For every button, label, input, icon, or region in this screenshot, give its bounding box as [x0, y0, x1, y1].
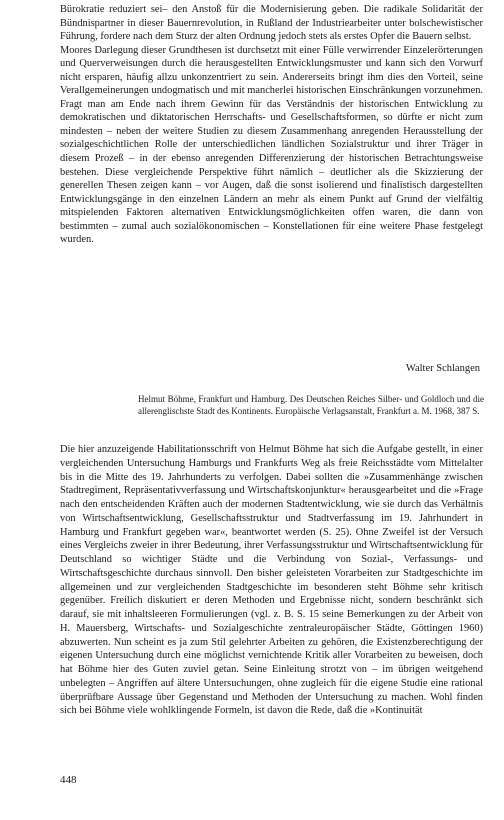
page-number: 448: [60, 774, 77, 786]
review-body: Die hier anzuzeigende Habilitationsschrift von Helmut Böhme hat sich die Aufgabe gestellt, in einer vergleichenden Untersuchung Hamburgs und Frankfurts Weg als freie Reichsstädte vom Mittelalter bis in die Mitte des 19. Jahrhunderts zu verfolgen. Dabei sollten die »Zusammenhänge zwischen Stadtregiment, Repräsentativverfassung und Wirtschaftskonjunktur« herausgearbeitet und die »Frage nach den entscheidenden Kräften auch der modernen Stadtentwicklung, wie sie durch das Verhältnis von Wirtschaftsentwicklung, Gesellschaftsstruktur und Stadtverfassung im 19. Jahrhundert in Hamburg und Frankfurt gegeben war«, beantwortet werden (S. 25). Ohne Zweifel ist der Versuch eines Vergleichs zweier in ihrer Bedeutung, ihrer Verfassungsstruktur und Wirtschaftsentwicklung für Deutschland so wichtiger Städte und die Verbindung von Sozial-, Verfassungs- und Wirtschaftsgeschichte durchaus sinnvoll. Den bisher geleisteten Vorarbeiten zur Stadtgeschichte im allgemeinen und zur vergleichenden Stadtgeschichte im besonderen steht Böhme sehr kritisch gegenüber. Freilich diskutiert er deren Methoden und Ergebnisse nicht, sondern beschränkt sich darauf, sie mit inhaltsleeren Formulierungen (vgl. z. B. S. 15 seine Bemerkungen zu der Arbeit von H. Mauersberg, Wirtschafts- und Sozialgeschichte zentraleuropäischer Städte, Göttingen 1960) abzuwerten. Nun scheint es ja zum Stil gelehrter Arbeiten zu gehören, die Existenzberechtigung der eigenen Untersuchung durch eine möglichst vernichtende Kritik aller Vorarbeiten zu beweisen, doch hat Böhme hier des Guten zuviel getan. Seine Einleitung strotzt von – im übrigen weitgehend unbelegten – Angriffen auf ältere Untersuchungen, ohne zugleich für die eigene Studie eine rational überprüfbare Aussage über Gegenstand und Methoden der Untersuchung zu machen. Wohl finden sich bei Böhme viele wohlklingende Formeln, ist davon die Rede, daß die »Kontinuität: [60, 444, 483, 717]
reviewer-signature: Walter Schlangen: [405, 363, 480, 374]
previous-review-text: [60, 3, 483, 247]
moore-paragraph: Moores Darlegung dieser Grundthesen ist durchsetzt mit einer Fülle verwirrender Einzelerörterungen und Querverweisungen durch die herausgestellten Entwicklungsmuster und kann sich den Vorwurf nicht ersparen, häufig allzu unkonzentriert zu sein. Andererseits bringt ihm dies den Vorteil, seine Verallgemeinerungen undogmatisch und mit mancherlei historischen Einschränkungen vorzunehmen. Fragt man am Ende nach ihrem Gewinn für das Verständnis der historischen Entwicklung zu demokratischen und diktatorischen Herrschafts- und Gesellschaftsformen, so dürfte er nicht zum mindesten – neben der weitere Studien zu diesem Zusammenhang anregenden Herausstellung der sozialgeschichtlichen Rolle der unterschiedlichen ländlichen Sozialstruktur und ihrer Träger in diesem Prozeß – in der ebenso anregenden Differenzierung der historischen Betrachtungsweise bestehen. Diese vergleichende Perspektive führt nämlich – deutlicher als die Skizzierung der generellen Thesen zeigen kann – vor Augen, daß die sonst isolierend und finalistisch dargestellten Entwicklungsgänge in den einzelnen Ländern an mehr als einem Punkt auf Grund der vielfältig mitspielenden Faktoren alternativen Entwicklungsmöglichkeiten offen waren, die dann von bestimmten – zumal auch sozialökonomischen – Konstellationen für eine weitere Phase festgelegt wurden.: [60, 44, 483, 246]
continuation-paragraph: Bürokratie reduziert sei– den Anstoß für die Modernisierung geben. Die radikale Solidarität der Bündnispartner in dieser Bauernrevolution, in Rußland der Industriearbeiter unter bolschewistischer Führung, fordere nach dem Sturz der alten Ordnung jedoch stets als erstes Opfer die Bauern selbst.: [60, 4, 483, 43]
book-citation: Helmut Böhme, Frankfurt und Hamburg. Des Deutschen Reiches Silber- und Goldloch und die allerenglischste Stadt des Kontinents. Europäische Verlagsanstalt, Frankfurt a. M. 1968, 387 S.: [138, 394, 484, 416]
